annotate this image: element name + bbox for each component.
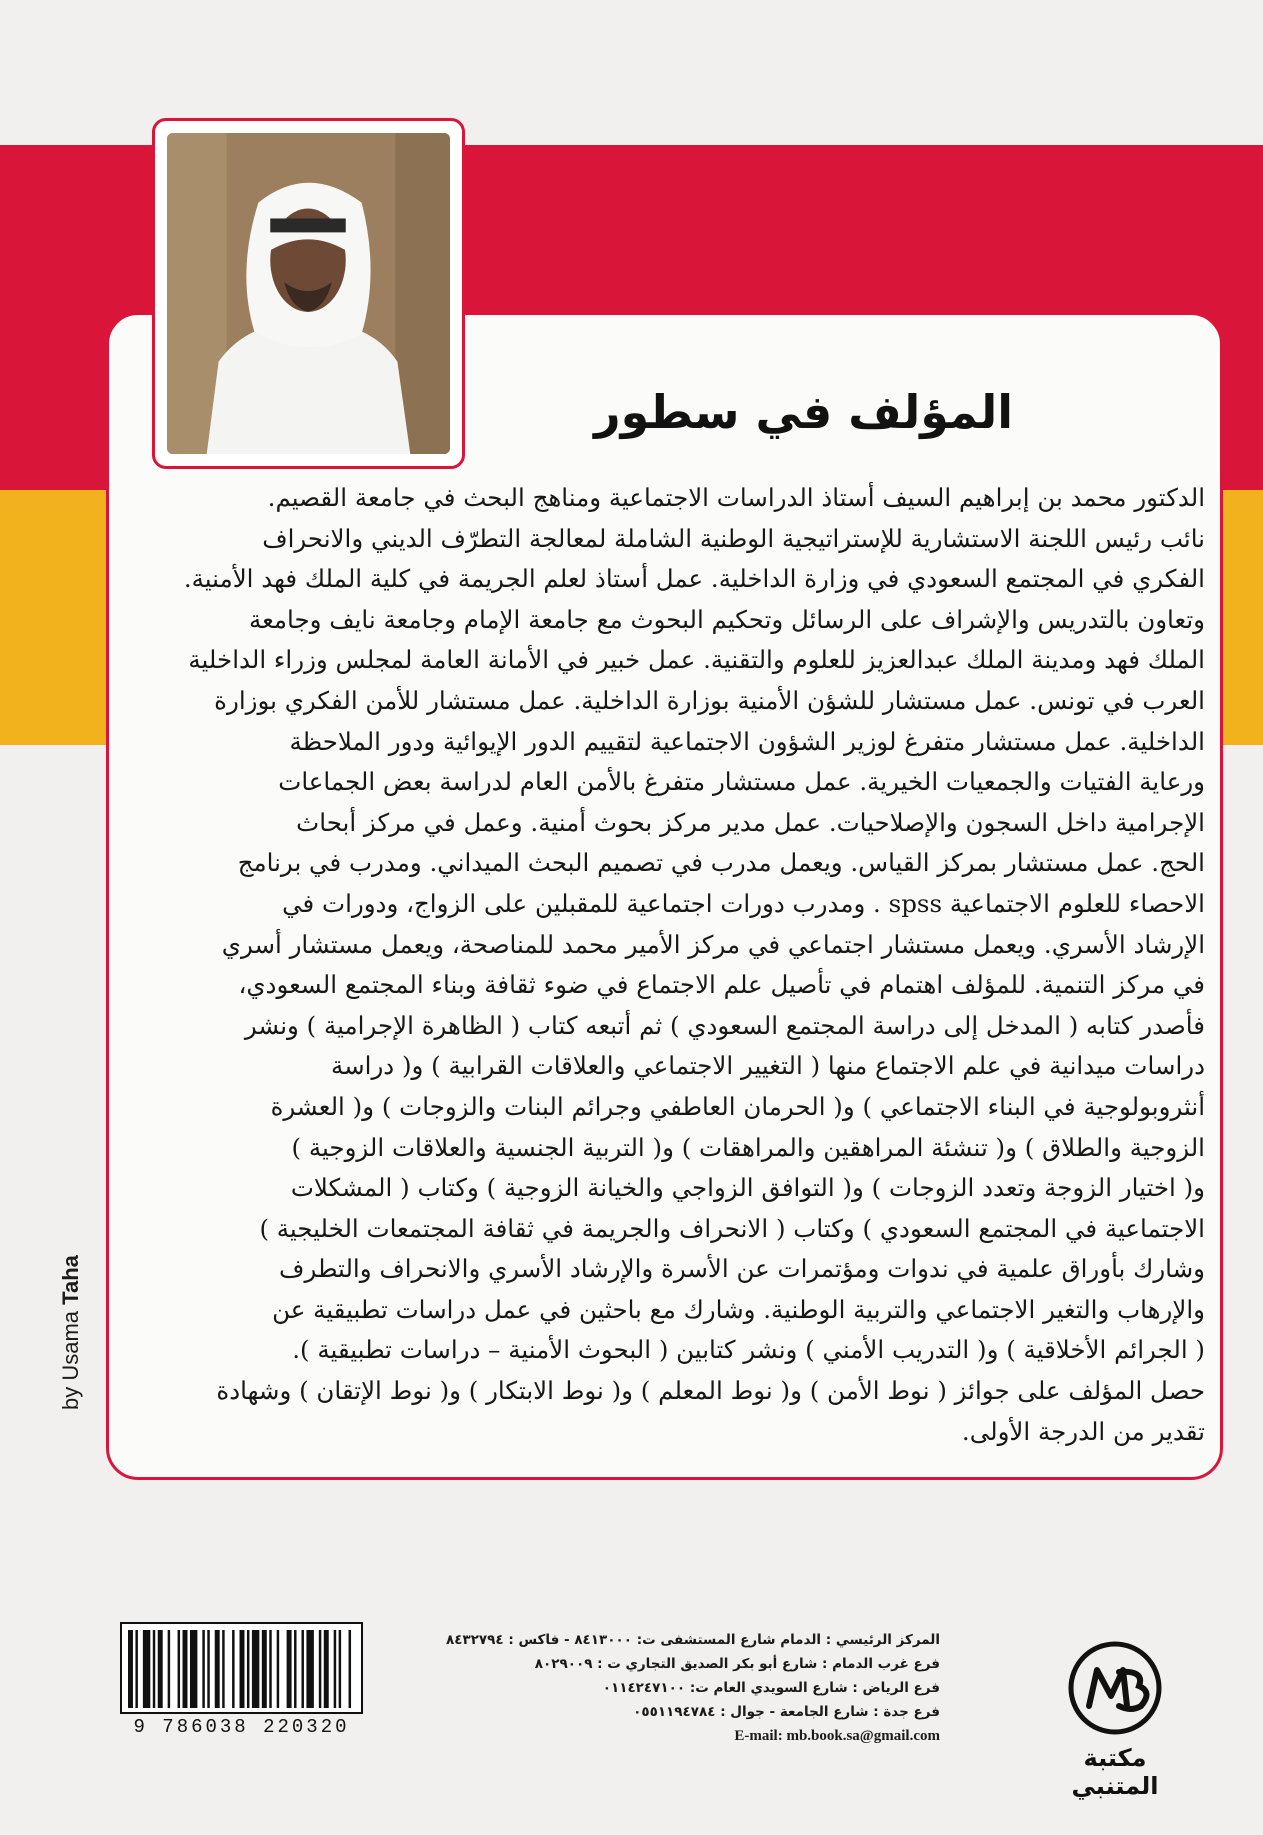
publisher-contact — [430, 1628, 940, 1748]
publisher-name: مكتبة المتنبي — [1071, 1744, 1159, 1800]
bio-line: ورعاية الفتيات والجمعيات الخيرية. عمل مستشار متفرغ بالأمن العام لدراسة بعض الجماعات — [278, 767, 1205, 797]
mb-monogram-icon — [1067, 1640, 1163, 1736]
author-photo — [167, 133, 450, 454]
author-photo-frame — [152, 118, 465, 469]
author-portrait-icon — [167, 133, 450, 454]
bio-line: دراسات ميدانية في علم الاجتماع منها ( التغيير الاجتماعي والعلاقات القرابية ) و( دراسة — [331, 1051, 1205, 1081]
bio-line: تقدير من الدرجة الأولى. — [961, 1416, 1205, 1446]
photo-credit-name: Taha — [58, 1255, 83, 1305]
bio-line: فأصدر كتابه ( المدخل إلى دراسة المجتمع السعودي ) ثم أتبعه كتاب ( الظاهرة الإجرامية ) ونشر — [244, 1010, 1205, 1040]
bio-line: الملك فهد ومدينة الملك عبدالعزيز للعلوم والتقنية. عمل خبير في الأمانة العامة لمجلس وزراء الداخلية — [188, 645, 1205, 675]
bio-line: الإجرامية داخل السجون والإصلاحيات. عمل مدير مركز بحوث أمنية. وعمل في مركز أبحاث — [296, 807, 1205, 837]
publisher-logo — [1055, 1640, 1175, 1800]
bio-line: وتعاون بالتدريس والإشراف على الرسائل وتحكيم البحوث مع جامعة الإمام وجامعة نايف وجامعة — [248, 604, 1205, 634]
author-heading: المؤلف في سطور — [594, 385, 1013, 439]
bio-line: الإرشاد الأسري. ويعمل مستشار اجتماعي في مركز الأمير محمد للمناصحة، ويعمل مستشار أسري — [221, 929, 1205, 959]
bio-line: الاحصاء للعلوم الاجتماعية spss . ومدرب دورات اجتماعية للمقبلين على الزواج، ودورات في — [282, 888, 1205, 918]
author-bio — [125, 478, 1205, 1463]
bio-line: وشارك بأوراق علمية في ندوات ومؤتمرات عن الأسرة والإرشاد الأسري والانحراف والتطرف — [279, 1254, 1205, 1284]
photo-credit-prefix: by Usama — [58, 1310, 83, 1410]
photo-credit — [58, 1255, 84, 1410]
contact-email: E-mail: mb.book.sa@gmail.com — [734, 1728, 940, 1744]
bio-line: الدكتور محمد بن إبراهيم السيف أستاذ الدراسات الاجتماعية ومناهج البحث في جامعة القصيم. — [267, 483, 1205, 512]
contact-line-jeddah: فرع جدة : شارع الجامعة - جوال : ٠٥٥١١٩٤٧٨٤ — [633, 1704, 940, 1720]
isbn-digits: 9 786038 220320 — [133, 1716, 350, 1738]
contact-line-main: المركز الرئيسي : الدمام شارع المستشفى ت: ٨٤١٣٠٠٠ - فاكس : ٨٤٣٢٧٩٤ — [445, 1632, 940, 1648]
bio-line: الزوجية والطلاق ) و( تنشئة المراهقين والمراهقات ) و( التربية الجنسية والعلاقات الزوجية ) — [291, 1132, 1205, 1162]
bio-line: والإرهاب والتغير الاجتماعي والتربية الوطنية. وشارك مع باحثين في عمل دراسات تطبيقية عن — [272, 1294, 1205, 1324]
contact-line-west-dammam: فرع غرب الدمام : شارع أبو بكر الصديق التجاري ت : ٨٠٢٩٠٠٩ — [534, 1656, 940, 1672]
bio-line: أنثروبولوجية في البناء الاجتماعي ) و( الحرمان العاطفي وجرائم البنات والزوجات ) و( العشرة — [270, 1091, 1205, 1121]
barcode-icon — [128, 1630, 356, 1708]
bio-line: الفكري في المجتمع السعودي في وزارة الداخلية. عمل أستاذ لعلم الجريمة في كلية الملك فهد الأمنية. — [183, 564, 1205, 594]
bio-line: ( الجرائم الأخلاقية ) و( التدريب الأمني ) ونشر كتابين ( البحوث الأمنية – دراسات تطبيقية ). — [292, 1335, 1205, 1365]
bio-line: الداخلية. عمل مستشار متفرغ لوزير الشؤون الاجتماعية لتقييم الدور الإيوائية ودور الملاحظة — [289, 726, 1205, 756]
isbn-barcode — [120, 1622, 363, 1740]
bio-line: نائب رئيس اللجنة الاستشارية للإستراتيجية الوطنية الشاملة لمعالجة التطرّف الديني والانحراف — [262, 523, 1205, 553]
barcode-bars — [120, 1622, 363, 1714]
bio-line: و( اختيار الزوجة وتعدد الزوجات ) و( التوافق الزواجي والخيانة الزوجية ) وكتاب ( المشكلات — [290, 1173, 1205, 1203]
bio-line: الحج. عمل مستشار بمركز القياس. ويعمل مدرب في تصميم البحث الميداني. ومدرب في برنامج — [237, 848, 1205, 878]
contact-line-riyadh: فرع الرياض : شارع السويدي العام ت: ٠١١٤٢٤٧١٠٠ — [602, 1680, 940, 1696]
bio-line: في مركز التنمية. للمؤلف اهتمام في تأصيل علم الاجتماع في ضوء ثقافة وبناء المجتمع السعودي، — [238, 970, 1205, 1000]
bio-line: العرب في تونس. عمل مستشار للشؤن الأمنية بوزارة الداخلية. عمل مستشار للأمن الفكري بوزارة — [214, 685, 1205, 715]
bio-line: الاجتماعية في المجتمع السعودي ) وكتاب ( الانحراف والجريمة في ثقافة المجتمعات الخليجية ) — [259, 1213, 1205, 1243]
bio-line: حصل المؤلف على جوائز ( نوط الأمن ) و( نوط المعلم ) و( نوط الابتكار ) و( نوط الإتقان ) وشهادة — [216, 1376, 1205, 1406]
